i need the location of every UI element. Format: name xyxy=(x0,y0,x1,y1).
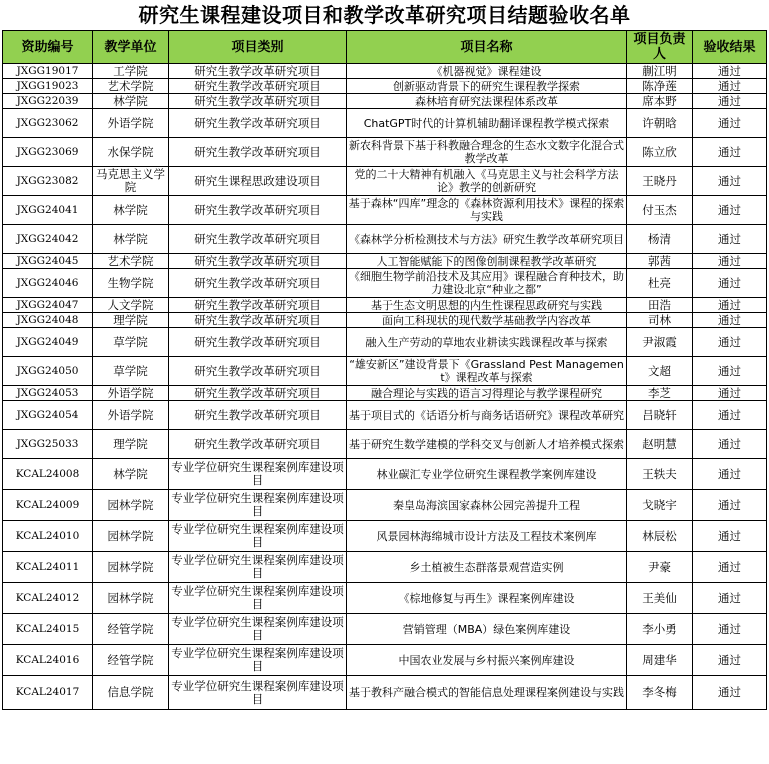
cell-project-name: 秦皇岛海滨国家森林公园完善提升工程 xyxy=(347,490,627,521)
cell-unit: 生物学院 xyxy=(93,269,169,298)
cell-project-name: 基于教科产融合模式的智能信息处理课程案例建设与实践 xyxy=(347,676,627,710)
cell-category: 研究生教学改革研究项目 xyxy=(169,298,347,313)
cell-unit: 信息学院 xyxy=(93,676,169,710)
cell-project-name: 创新驱动背景下的研究生课程教学探索 xyxy=(347,79,627,94)
cell-unit: 林学院 xyxy=(93,196,169,225)
cell-category: 研究生教学改革研究项目 xyxy=(169,196,347,225)
cell-project-name: 营销管理（MBA）绿色案例库建设 xyxy=(347,614,627,645)
cell-project-name: 《机器视觉》课程建设 xyxy=(347,64,627,79)
cell-unit: 草学院 xyxy=(93,357,169,386)
cell-result: 通过 xyxy=(693,64,767,79)
cell-funding-id: JXGG24046 xyxy=(3,269,93,298)
cell-leader: 郭茜 xyxy=(627,254,693,269)
cell-unit: 艺术学院 xyxy=(93,79,169,94)
cell-funding-id: KCAL24008 xyxy=(3,459,93,490)
cell-unit: 园林学院 xyxy=(93,552,169,583)
cell-project-name: 人工智能赋能下的图像创制课程教学改革研究 xyxy=(347,254,627,269)
table-row xyxy=(3,552,767,583)
cell-project-name: 党的二十大精神有机融入《马克思主义与社会科学方法论》教学的创新研究 xyxy=(347,167,627,196)
cell-leader: 周建华 xyxy=(627,645,693,676)
table-row xyxy=(3,196,767,225)
table-row xyxy=(3,459,767,490)
table-row xyxy=(3,64,767,79)
cell-unit: 园林学院 xyxy=(93,521,169,552)
header-leader: 项目负责人 xyxy=(627,31,693,64)
cell-leader: 田浩 xyxy=(627,298,693,313)
cell-project-name: 《森林学分析检测技术与方法》研究生教学改革研究项目 xyxy=(347,225,627,254)
cell-unit: 工学院 xyxy=(93,64,169,79)
cell-unit: 经管学院 xyxy=(93,645,169,676)
cell-category: 研究生课程思政建设项目 xyxy=(169,167,347,196)
cell-result: 通过 xyxy=(693,298,767,313)
cell-result: 通过 xyxy=(693,138,767,167)
cell-leader: 吕晓轩 xyxy=(627,401,693,430)
cell-project-name: 新农科背景下基于科教融合理念的生态水文数字化混合式教学改革 xyxy=(347,138,627,167)
cell-leader: 尹淑霞 xyxy=(627,328,693,357)
cell-funding-id: KCAL24017 xyxy=(3,676,93,710)
cell-unit: 林学院 xyxy=(93,225,169,254)
cell-unit: 外语学院 xyxy=(93,401,169,430)
cell-project-name: 风景园林海绵城市设计方法及工程技术案例库 xyxy=(347,521,627,552)
cell-result: 通过 xyxy=(693,167,767,196)
cell-project-name: 基于生态文明思想的内生性课程思政研究与实践 xyxy=(347,298,627,313)
table-row xyxy=(3,94,767,109)
cell-category: 研究生教学改革研究项目 xyxy=(169,109,347,138)
cell-funding-id: JXGG23082 xyxy=(3,167,93,196)
cell-unit: 人文学院 xyxy=(93,298,169,313)
table-row xyxy=(3,138,767,167)
cell-result: 通过 xyxy=(693,269,767,298)
cell-unit: 艺术学院 xyxy=(93,254,169,269)
cell-result: 通过 xyxy=(693,552,767,583)
cell-category: 研究生教学改革研究项目 xyxy=(169,94,347,109)
cell-category: 研究生教学改革研究项目 xyxy=(169,254,347,269)
cell-result: 通过 xyxy=(693,430,767,459)
cell-leader: 陈净莲 xyxy=(627,79,693,94)
cell-project-name: 《棕地修复与再生》课程案例库建设 xyxy=(347,583,627,614)
cell-leader: 王轶夫 xyxy=(627,459,693,490)
table-row xyxy=(3,430,767,459)
cell-unit: 理学院 xyxy=(93,313,169,328)
table-row xyxy=(3,583,767,614)
cell-leader: 王晓丹 xyxy=(627,167,693,196)
header-funding-id: 资助编号 xyxy=(3,31,93,64)
header-project-name: 项目名称 xyxy=(347,31,627,64)
table-row xyxy=(3,79,767,94)
table-row xyxy=(3,298,767,313)
cell-project-name: 面向工科现状的现代数学基础教学内容改革 xyxy=(347,313,627,328)
cell-category: 研究生教学改革研究项目 xyxy=(169,79,347,94)
cell-category: 研究生教学改革研究项目 xyxy=(169,269,347,298)
cell-result: 通过 xyxy=(693,459,767,490)
header-category: 项目类别 xyxy=(169,31,347,64)
cell-leader: 赵明慧 xyxy=(627,430,693,459)
cell-leader: 李芝 xyxy=(627,386,693,401)
document-title: 研究生课程建设项目和教学改革研究项目结题验收名单 xyxy=(138,3,631,27)
cell-leader: 许朝晗 xyxy=(627,109,693,138)
cell-result: 通过 xyxy=(693,328,767,357)
cell-unit: 经管学院 xyxy=(93,614,169,645)
cell-unit: 园林学院 xyxy=(93,583,169,614)
table-row xyxy=(3,490,767,521)
cell-category: 研究生教学改革研究项目 xyxy=(169,430,347,459)
cell-result: 通过 xyxy=(693,645,767,676)
cell-funding-id: JXGG19017 xyxy=(3,64,93,79)
cell-category: 研究生教学改革研究项目 xyxy=(169,401,347,430)
table-row xyxy=(3,386,767,401)
cell-unit: 林学院 xyxy=(93,94,169,109)
cell-funding-id: JXGG24041 xyxy=(3,196,93,225)
cell-category: 专业学位研究生课程案例库建设项目 xyxy=(169,521,347,552)
cell-project-name: 基于森林“四库”理念的《森林资源利用技术》课程的探索与实践 xyxy=(347,196,627,225)
cell-leader: 陈立欣 xyxy=(627,138,693,167)
cell-category: 专业学位研究生课程案例库建设项目 xyxy=(169,459,347,490)
cell-unit: 马克思主义学院 xyxy=(93,167,169,196)
cell-category: 研究生教学改革研究项目 xyxy=(169,357,347,386)
cell-unit: 园林学院 xyxy=(93,490,169,521)
cell-funding-id: JXGG24053 xyxy=(3,386,93,401)
cell-project-name: 融合理论与实践的语言习得理论与教学课程研究 xyxy=(347,386,627,401)
header-unit: 教学单位 xyxy=(93,31,169,64)
cell-unit: 林学院 xyxy=(93,459,169,490)
cell-category: 研究生教学改革研究项目 xyxy=(169,386,347,401)
cell-leader: 尹豪 xyxy=(627,552,693,583)
cell-project-name: ChatGPT时代的计算机辅助翻译课程教学模式探索 xyxy=(347,109,627,138)
cell-leader: 付玉杰 xyxy=(627,196,693,225)
table-row xyxy=(3,357,767,386)
cell-unit: 草学院 xyxy=(93,328,169,357)
table-row xyxy=(3,521,767,552)
cell-result: 通过 xyxy=(693,676,767,710)
cell-unit: 水保学院 xyxy=(93,138,169,167)
cell-category: 专业学位研究生课程案例库建设项目 xyxy=(169,552,347,583)
cell-funding-id: KCAL24009 xyxy=(3,490,93,521)
cell-project-name: 基于研究生数学建模的学科交叉与创新人才培养模式探索 xyxy=(347,430,627,459)
cell-category: 研究生教学改革研究项目 xyxy=(169,328,347,357)
cell-project-name: 中国农业发展与乡村振兴案例库建设 xyxy=(347,645,627,676)
cell-funding-id: KCAL24016 xyxy=(3,645,93,676)
cell-funding-id: KCAL24011 xyxy=(3,552,93,583)
cell-funding-id: JXGG24054 xyxy=(3,401,93,430)
cell-funding-id: KCAL24015 xyxy=(3,614,93,645)
cell-result: 通过 xyxy=(693,225,767,254)
cell-funding-id: JXGG23069 xyxy=(3,138,93,167)
table-row xyxy=(3,328,767,357)
cell-funding-id: JXGG24045 xyxy=(3,254,93,269)
cell-project-name: 森林培育研究法课程体系改革 xyxy=(347,94,627,109)
cell-result: 通过 xyxy=(693,357,767,386)
cell-funding-id: JXGG24047 xyxy=(3,298,93,313)
table-row xyxy=(3,645,767,676)
cell-leader: 戈晓宇 xyxy=(627,490,693,521)
cell-funding-id: JXGG24050 xyxy=(3,357,93,386)
cell-category: 专业学位研究生课程案例库建设项目 xyxy=(169,583,347,614)
cell-unit: 外语学院 xyxy=(93,386,169,401)
cell-category: 研究生教学改革研究项目 xyxy=(169,225,347,254)
cell-leader: 司林 xyxy=(627,313,693,328)
cell-project-name: “雄安新区”建设背景下《Grassland Pest Management》课程改革与探索 xyxy=(347,357,627,386)
cell-category: 研究生教学改革研究项目 xyxy=(169,313,347,328)
cell-leader: 李小勇 xyxy=(627,614,693,645)
cell-category: 研究生教学改革研究项目 xyxy=(169,64,347,79)
cell-leader: 王美仙 xyxy=(627,583,693,614)
cell-leader: 林辰松 xyxy=(627,521,693,552)
cell-funding-id: JXGG24049 xyxy=(3,328,93,357)
cell-funding-id: JXGG22039 xyxy=(3,94,93,109)
table-header-row xyxy=(3,31,767,64)
cell-project-name: 《细胞生物学前沿技术及其应用》课程融合育种技术，助力建设北京“种业之都” xyxy=(347,269,627,298)
cell-funding-id: JXGG19023 xyxy=(3,79,93,94)
cell-result: 通过 xyxy=(693,386,767,401)
cell-result: 通过 xyxy=(693,521,767,552)
cell-project-name: 林业碳汇专业学位研究生课程教学案例库建设 xyxy=(347,459,627,490)
cell-funding-id: JXGG24048 xyxy=(3,313,93,328)
cell-result: 通过 xyxy=(693,490,767,521)
cell-leader: 蒯江明 xyxy=(627,64,693,79)
table-body xyxy=(3,64,767,710)
acceptance-table xyxy=(2,30,767,710)
cell-project-name: 基于项目式的《话语分析与商务话语研究》课程改革研究 xyxy=(347,401,627,430)
cell-leader: 杨清 xyxy=(627,225,693,254)
cell-leader: 席本野 xyxy=(627,94,693,109)
header-result: 验收结果 xyxy=(693,31,767,64)
cell-leader: 文超 xyxy=(627,357,693,386)
table-row xyxy=(3,313,767,328)
cell-funding-id: JXGG24042 xyxy=(3,225,93,254)
cell-funding-id: KCAL24012 xyxy=(3,583,93,614)
cell-unit: 外语学院 xyxy=(93,109,169,138)
cell-result: 通过 xyxy=(693,94,767,109)
cell-funding-id: JXGG23062 xyxy=(3,109,93,138)
cell-result: 通过 xyxy=(693,196,767,225)
table-row xyxy=(3,109,767,138)
cell-category: 专业学位研究生课程案例库建设项目 xyxy=(169,614,347,645)
cell-result: 通过 xyxy=(693,254,767,269)
cell-result: 通过 xyxy=(693,109,767,138)
cell-result: 通过 xyxy=(693,401,767,430)
cell-result: 通过 xyxy=(693,583,767,614)
table-row xyxy=(3,225,767,254)
table-row xyxy=(3,401,767,430)
table-row xyxy=(3,167,767,196)
table-row xyxy=(3,269,767,298)
table-row xyxy=(3,676,767,710)
cell-unit: 理学院 xyxy=(93,430,169,459)
table-row xyxy=(3,254,767,269)
cell-result: 通过 xyxy=(693,79,767,94)
cell-funding-id: JXGG25033 xyxy=(3,430,93,459)
cell-funding-id: KCAL24010 xyxy=(3,521,93,552)
cell-category: 专业学位研究生课程案例库建设项目 xyxy=(169,490,347,521)
cell-leader: 李冬梅 xyxy=(627,676,693,710)
table-row xyxy=(3,614,767,645)
cell-leader: 杜亮 xyxy=(627,269,693,298)
cell-category: 研究生教学改革研究项目 xyxy=(169,138,347,167)
cell-category: 专业学位研究生课程案例库建设项目 xyxy=(169,645,347,676)
cell-result: 通过 xyxy=(693,313,767,328)
cell-project-name: 融入生产劳动的草地农业耕读实践课程改革与探索 xyxy=(347,328,627,357)
cell-project-name: 乡土植被生态群落景观营造实例 xyxy=(347,552,627,583)
cell-category: 专业学位研究生课程案例库建设项目 xyxy=(169,676,347,710)
cell-result: 通过 xyxy=(693,614,767,645)
